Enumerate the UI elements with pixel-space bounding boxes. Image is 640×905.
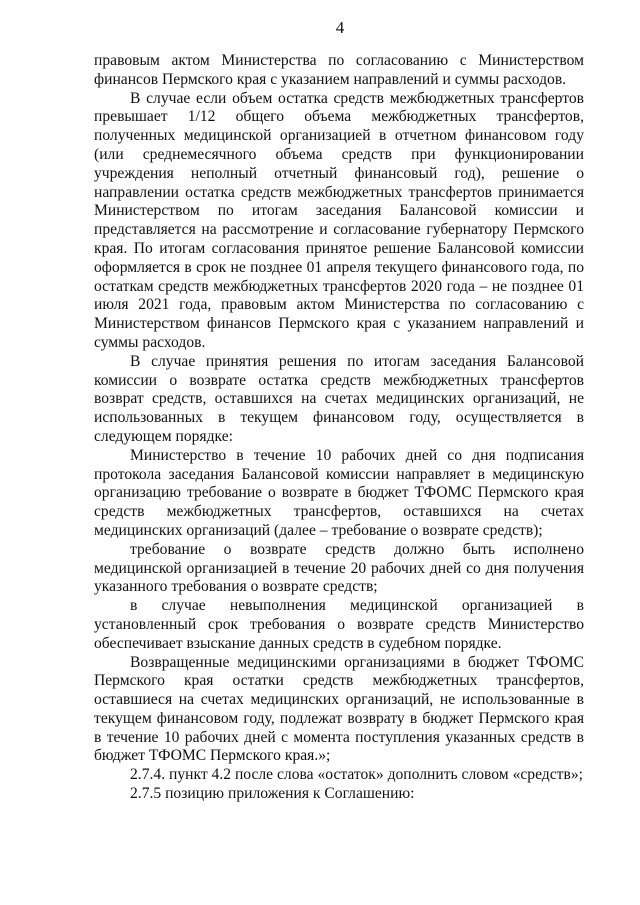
paragraph: правовым актом Министерства по согласованию с Министерством финансов Пермского края с указанием направлений и суммы расходов. <box>94 52 584 88</box>
document-page <box>94 18 584 804</box>
paragraph: требование о возврате средств должно быть исполнено медицинской организацией в течение 20 рабочих дней со дня получения указанного требования о возврате средств; <box>94 540 584 596</box>
paragraph: 2.7.5 позицию приложения к Соглашению: <box>130 785 415 803</box>
paragraph: В случае принятия решения по итогам заседания Балансовой комиссии о возврате остатка средств межбюджетных трансфертов возврат средств, оставшихся на счетах медицинских организаций, не использованных в текущем финансовом году, осуществляется в следующем порядке: <box>94 352 584 445</box>
page-number: 4 <box>335 18 345 37</box>
paragraph: Возвращенные медицинскими организациями в бюджет ТФОМС Пермского края остатки средств межбюджетных трансфертов, оставшиеся на счетах медицинских организаций, не использованные в текущем финансовом году, подлежат возврату в бюджет Пермского края в течение 10 рабочих дней с момента поступления указанных средств в бюджет ТФОМС Пермского края.»; <box>94 653 584 765</box>
paragraph: Министерство в течение 10 рабочих дней со дня подписания протокола заседания Балансовой комиссии направляет в медицинскую организацию требование о возврате в бюджет ТФОМС Пермского края средств межбюджетных трансфертов, оставшихся на счетах медицинских организаций (далее – требование о возврате средств); <box>94 446 584 539</box>
paragraph: 2.7.4. пункт 4.2 после слова «остаток» дополнить словом «средств»; <box>130 766 583 784</box>
paragraph: В случае если объем остатка средств межбюджетных трансфертов превышает 1/12 общего объема межбюджетных трансфертов, полученных медицинской организацией в отчетном финансовом году (или среднемесячного объема средств при функционировании учреждения неполный отчетный финансовый год), решение о направлении остатка средств межбюджетных трансфертов принимается Министерством по итогам заседания Балансовой комиссии и представляется на рассмотрение и согласование губернатору Пермского края. По итогам согласования принятое решение Балансовой комиссии оформляется в срок не позднее 01 апреля текущего финансового года, по остаткам средств межбюджетных трансфертов 2020 года – не позднее 01 июля 2021 года, правовым актом Министерства по согласованию с Министерством финансов Пермского края с указанием направлений и суммы расходов. <box>94 89 584 351</box>
paragraph: в случае невыполнения медицинской организацией в установленный срок требования о возврате средств Министерство обеспечивает взыскание данных средств в судебном порядке. <box>94 597 584 652</box>
document-body <box>94 52 584 804</box>
